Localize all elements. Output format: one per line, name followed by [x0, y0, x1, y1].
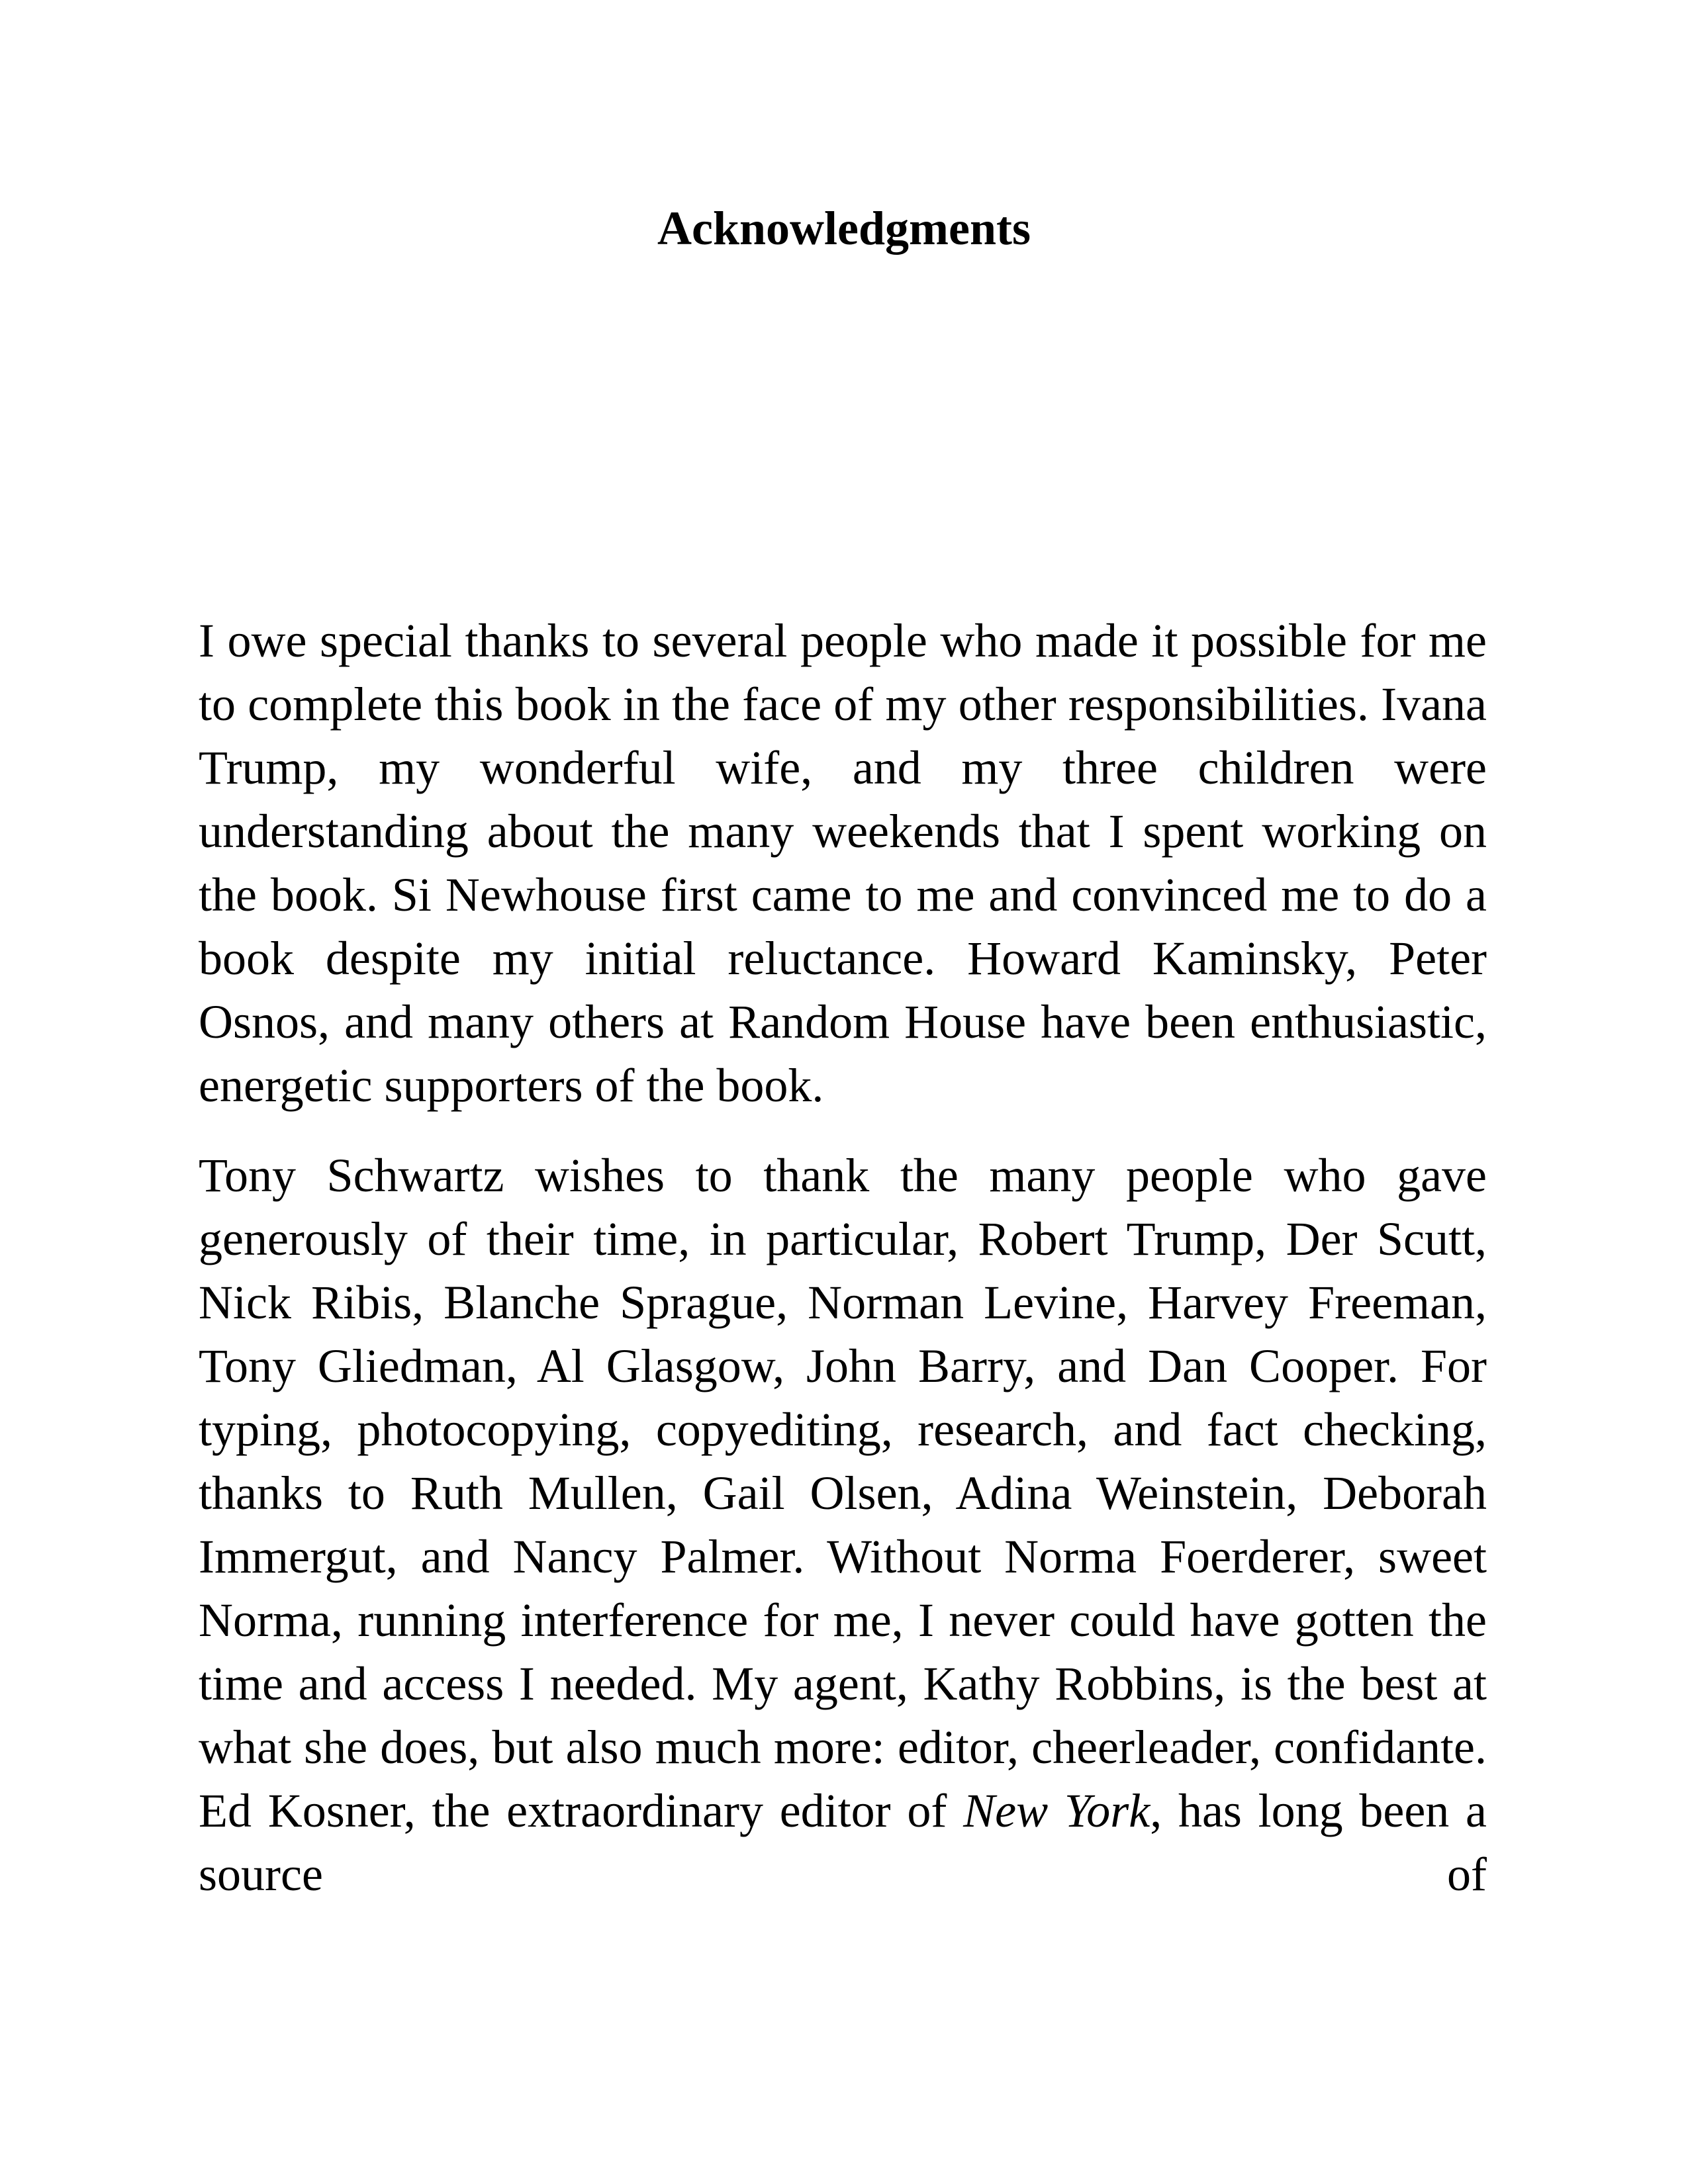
paragraph-text-before-italic: Tony Schwartz wishes to thank the many people who gave generously of their time, in particular, Robert Trump, Der Scutt, Nick Ribis, Blanche Sprague, Norman Levine, Harvey Freeman, Tony Gliedman, Al Glasgow, John Barry, and Dan Cooper. For typing, photocopying, copyediting, research, and fact checking, thanks to Ruth Mullen, Gail Olsen, Adina Weinstein, Deborah Immergut, and Nancy Palmer. Without Norma Foerderer, sweet Norma, running interference for me, I never could have gotten the time and access I needed. My agent, Kathy Robbins, is the best at what she does, but also much more: editor, cheerleader, confidante. Ed Kosner, the extraordinary editor of: [199, 1149, 1487, 1837]
paragraph-author-thanks: I owe special thanks to several people who made it possible for me to complete this book in the face of my other responsibilities. Ivana Trump, my wonderful wife, and my three children were understanding about the many weekends that I spent working on the book. Si Newhouse first came to me and convinced me to do a book despite my initial reluctance. Howard Kaminsky, Peter Osnos, and many others at Random House have been enthusiastic, energetic supporters of the book.: [199, 614, 1487, 1112]
paragraph-text-after-italic: , has long been a source of: [199, 1784, 1487, 1901]
publication-title: New York: [963, 1784, 1150, 1837]
body-text: [199, 609, 1487, 1933]
paragraph-coauthor-thanks: [199, 1144, 1487, 1906]
page-title: Acknowledgments: [657, 202, 1031, 255]
